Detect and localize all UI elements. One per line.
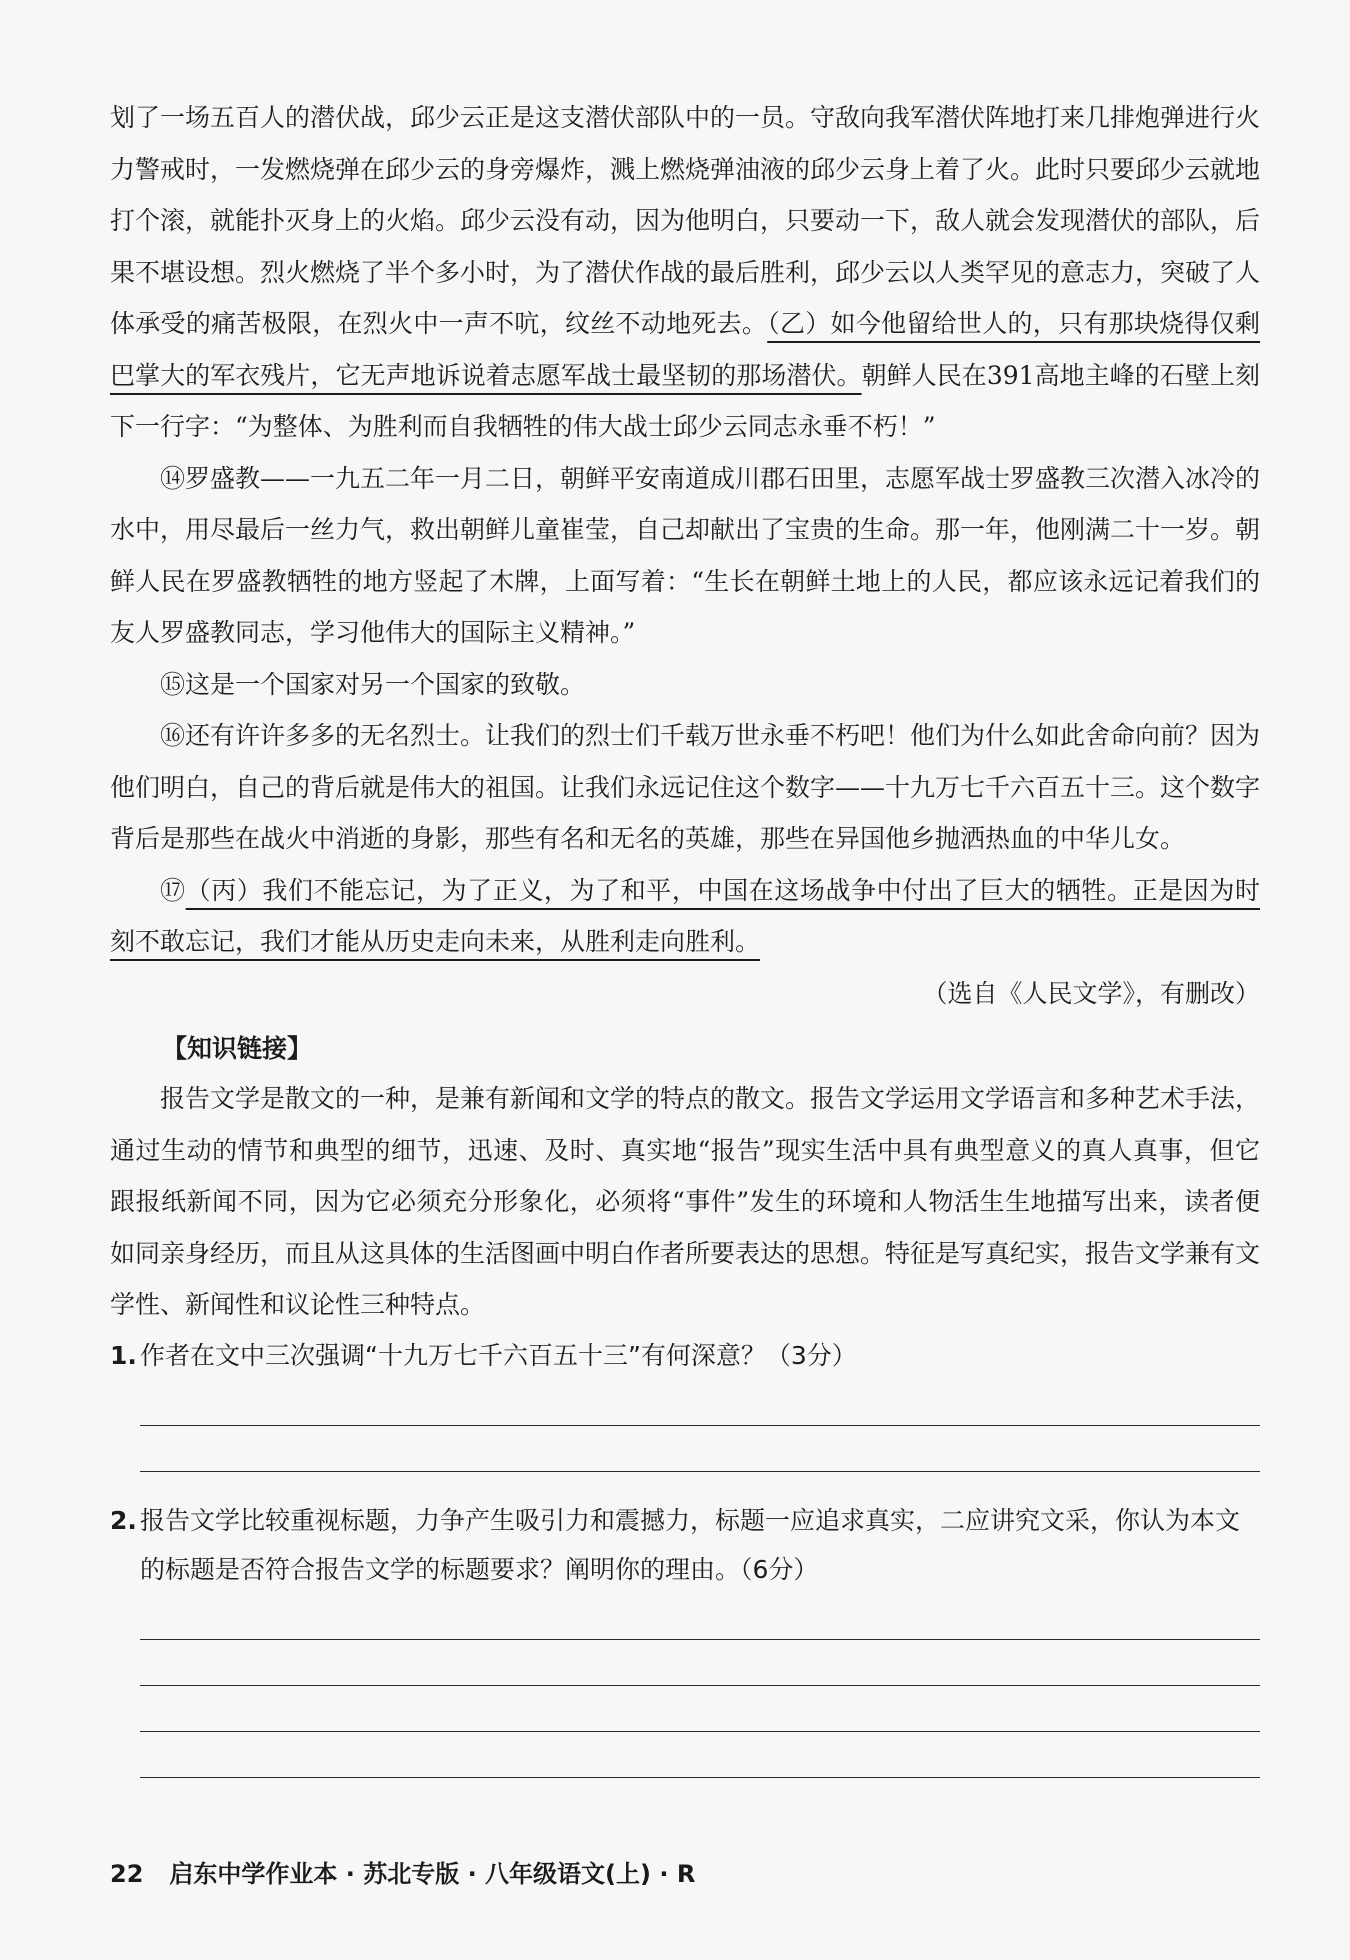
passage-paragraph-13-text: 划了一场五百人的潜伏战，邱少云正是这支潜伏部队中的一员。守敌向我军潜伏阵地打来几排炮弹进行火力警戒时，一发燃烧弹在邱少云的身旁爆炸，溅上燃烧弹油液的邱少云身上着了火。此时只要邱少云就地打个滚，就能扑灭身上的火焰。邱少云没有动，因为他明白，只要动一下，敌人就会发现潜伏的部队，后果不堪设想。烈火燃烧了半个多小时，为了潜伏作战的最后胜利，邱少云以人类罕见的意志力，突破了人体承受的痛苦极限，在烈火中一声不吭，纹丝不动地死去。 bbox=[110, 103, 1261, 338]
worksheet-page bbox=[110, 92, 1260, 1778]
answer-area-2[interactable] bbox=[140, 1594, 1260, 1778]
book-title: 启东中学作业本 · 苏北专版 · 八年级语文(上) · R bbox=[169, 1860, 696, 1888]
answer-line[interactable] bbox=[140, 1640, 1260, 1686]
knowledge-link-text: 报告文学是散文的一种，是兼有新闻和文学的特点的散文。报告文学运用文学语言和多种艺术手法，通过生动的情节和典型的细节，迅速、及时、真实地“报告”现实生活中具有典型意义的真人真事，但它跟报纸新闻不同，因为它必须充分形象化，必须将“事件”发生的环境和人物活生生地描写出来，读者便如同亲身经历，而且从这具体的生活图画中明白作者所要表达的思想。特征是写真纪实，报告文学兼有文学性、新闻性和议论性三种特点。 bbox=[110, 1084, 1261, 1319]
source-citation: （选自《人民文学》，有删改） bbox=[922, 978, 1260, 1008]
question-1-text: 作者在文中三次强调“十九万七千六百五十三”有何深意？（3分） bbox=[140, 1340, 857, 1370]
passage-paragraph-14: ⑭罗盛教——一九五二年一月二日，朝鲜平安南道成川郡石田里，志愿军战士罗盛教三次潜入冰冷的水中，用尽最后一丝力气，救出朝鲜儿童崔莹，自己却献出了宝贵的生命。那一年，他刚满二十一岁。朝鲜人民在罗盛教牺牲的地方竖起了木牌，上面写着：“生长在朝鲜土地上的人民，都应该永远记着我们的友人罗盛教同志，学习他伟大的国际主义精神。” bbox=[110, 463, 1261, 647]
answer-line[interactable] bbox=[140, 1594, 1260, 1640]
passage-paragraph-13-tail: 朝鲜人民在391高地主峰的石壁上刻下一行字：“为整体、为胜利而自我牺牲的伟大战士邱少云同志永垂不朽！” bbox=[110, 360, 1261, 441]
question-1-number: 1. bbox=[110, 1340, 137, 1370]
answer-line[interactable] bbox=[140, 1380, 1260, 1426]
question-2-text: 报告文学比较重视标题，力争产生吸引力和震撼力，标题一应追求真实，二应讲究文采，你认为本文的标题是否符合报告文学的标题要求？阐明你的理由。（6分） bbox=[140, 1505, 1241, 1584]
knowledge-link-title: 【知识链接】 bbox=[162, 1034, 313, 1063]
paragraph-17-number: ⑰ bbox=[160, 875, 186, 905]
answer-line[interactable] bbox=[140, 1686, 1260, 1732]
answer-line[interactable] bbox=[140, 1426, 1260, 1472]
page-footer bbox=[110, 1854, 695, 1889]
passage-paragraph-13 bbox=[110, 92, 1260, 453]
passage-paragraph-17 bbox=[110, 865, 1260, 968]
answer-line[interactable] bbox=[140, 1732, 1260, 1778]
page-number: 22 bbox=[110, 1860, 144, 1888]
passage-paragraph-15: ⑮这是一个国家对另一个国家的致敬。 bbox=[160, 669, 586, 699]
question-1 bbox=[110, 1331, 1260, 1380]
question-2-number: 2. bbox=[110, 1505, 137, 1535]
answer-area-1[interactable] bbox=[140, 1380, 1260, 1472]
underlined-sentence-bing: （丙）我们不能忘记，为了正义，为了和平，中国在这场战争中付出了巨大的牺牲。正是因为时刻不敢忘记，我们才能从历史走向未来，从胜利走向胜利。 bbox=[110, 875, 1260, 956]
passage-paragraph-16: ⑯还有许许多多的无名烈士。让我们的烈士们千载万世永垂不朽吧！他们为什么如此舍命向前？因为他们明白，自己的背后就是伟大的祖国。让我们永远记住这个数字——十九万七千六百五十三。这个数字背后是那些在战火中消逝的身影，那些有名和无名的英雄，那些在异国他乡抛洒热血的中华儿女。 bbox=[110, 721, 1261, 853]
question-2 bbox=[110, 1496, 1260, 1594]
underlined-sentence-yi: （乙）如今他留给世人的，只有那块烧得仅剩巴掌大的军衣残片，它无声地诉说着志愿军战士最坚韧的那场潜伏。 bbox=[110, 309, 1260, 390]
